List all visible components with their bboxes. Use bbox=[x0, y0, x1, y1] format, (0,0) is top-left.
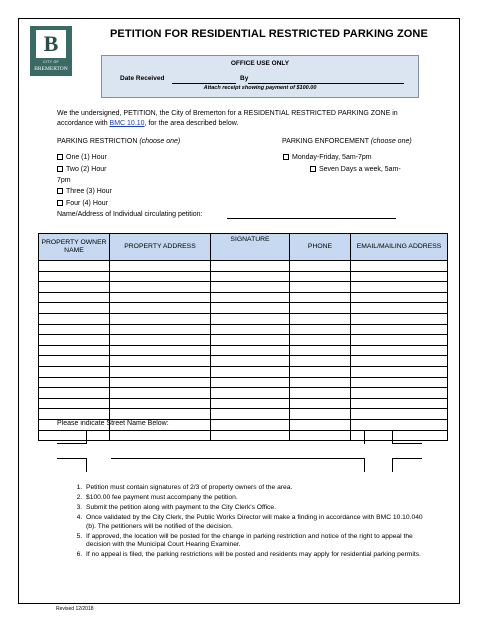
date-received-field[interactable] bbox=[172, 83, 236, 84]
table-cell[interactable] bbox=[110, 335, 211, 346]
table-cell[interactable] bbox=[351, 313, 448, 324]
table-cell[interactable] bbox=[290, 271, 351, 282]
table-cell[interactable] bbox=[39, 335, 110, 346]
bmc-link[interactable]: BMC 10.10 bbox=[109, 120, 145, 127]
table-cell[interactable] bbox=[39, 366, 110, 377]
instructions-list bbox=[70, 484, 434, 561]
table-cell[interactable] bbox=[351, 261, 448, 272]
street-field-divider bbox=[86, 458, 87, 472]
restriction-hint: (choose one) bbox=[139, 138, 181, 145]
street-name-field[interactable] bbox=[393, 443, 422, 444]
table-cell[interactable] bbox=[290, 313, 351, 324]
table-cell[interactable] bbox=[39, 271, 110, 282]
table-cell[interactable] bbox=[290, 324, 351, 335]
enforcement-hint: (choose one) bbox=[370, 138, 412, 145]
revision-date: Revised 12/2018 bbox=[56, 606, 94, 612]
received-by-label: By bbox=[240, 75, 249, 82]
table-row bbox=[39, 356, 448, 367]
table-cell[interactable] bbox=[290, 335, 351, 346]
table-cell[interactable] bbox=[290, 430, 351, 441]
table-cell[interactable] bbox=[39, 324, 110, 335]
table-cell[interactable] bbox=[211, 313, 290, 324]
checkbox-icon bbox=[283, 154, 289, 160]
table-cell[interactable] bbox=[211, 324, 290, 335]
table-cell[interactable] bbox=[39, 261, 110, 272]
table-cell[interactable] bbox=[110, 282, 211, 293]
table-cell[interactable] bbox=[351, 377, 448, 388]
table-cell[interactable] bbox=[211, 430, 290, 441]
parking-enforcement-label bbox=[282, 137, 412, 146]
table-cell[interactable] bbox=[351, 409, 448, 420]
table-cell[interactable] bbox=[39, 430, 110, 441]
table-cell[interactable] bbox=[39, 409, 110, 420]
table-cell[interactable] bbox=[110, 409, 211, 420]
enforcement-option-1[interactable] bbox=[283, 153, 372, 162]
table-row bbox=[39, 271, 448, 282]
table-cell[interactable] bbox=[211, 388, 290, 399]
table-cell[interactable] bbox=[110, 303, 211, 314]
restriction-option-label: One (1) Hour bbox=[66, 154, 107, 161]
list-item: 2. $100.00 fee payment must accompany the petition. bbox=[84, 494, 434, 503]
list-item: 6. If no appeal is filed, the parking restrictions will be posted and residents may apply for residential parking permits. bbox=[84, 551, 434, 560]
table-cell[interactable] bbox=[110, 271, 211, 282]
table-cell[interactable] bbox=[39, 398, 110, 409]
table-row bbox=[39, 377, 448, 388]
table-row bbox=[39, 398, 448, 409]
table-cell[interactable] bbox=[39, 303, 110, 314]
intro-text-end: , for the area described below. bbox=[144, 120, 239, 127]
table-row bbox=[39, 303, 448, 314]
column-header-signature: SIGNATURE bbox=[211, 234, 290, 261]
street-name-field[interactable] bbox=[393, 458, 422, 459]
restriction-option-label: Two (2) Hour bbox=[66, 166, 107, 173]
list-item: 1. Petition must contain signatures of 2/3 of property owners of the area. bbox=[84, 484, 434, 493]
circulator-label: Name/Address of Individual circulating petition: bbox=[57, 211, 203, 218]
logo-letter: B bbox=[36, 30, 66, 58]
table-cell[interactable] bbox=[110, 292, 211, 303]
table-cell[interactable] bbox=[39, 356, 110, 367]
table-cell[interactable] bbox=[351, 345, 448, 356]
table-cell[interactable] bbox=[351, 282, 448, 293]
office-use-box bbox=[101, 55, 419, 98]
table-cell[interactable] bbox=[211, 398, 290, 409]
table-row bbox=[39, 335, 448, 346]
street-field-divider bbox=[392, 430, 393, 444]
table-row bbox=[39, 261, 448, 272]
enforcement-option-label: Seven Days a week, 5am- bbox=[319, 166, 401, 173]
list-item: 3. Submit the petition along with payment to the City Clerk's Office. bbox=[84, 504, 434, 513]
table-cell[interactable] bbox=[110, 377, 211, 388]
table-cell[interactable] bbox=[110, 345, 211, 356]
table-row bbox=[39, 430, 448, 441]
table-row bbox=[39, 409, 448, 420]
table-row bbox=[39, 388, 448, 399]
table-cell[interactable] bbox=[351, 388, 448, 399]
column-header-email: EMAIL/MAILING ADDRESS bbox=[351, 234, 448, 261]
table-row bbox=[39, 292, 448, 303]
restriction-option-1[interactable] bbox=[57, 153, 107, 162]
table-cell[interactable] bbox=[290, 377, 351, 388]
table-cell[interactable] bbox=[290, 388, 351, 399]
enforcement-option-label: Monday-Friday, 5am-7pm bbox=[292, 154, 372, 161]
table-cell[interactable] bbox=[211, 366, 290, 377]
restriction-option-label: Four (4) Hour bbox=[66, 200, 109, 207]
street-field-divider bbox=[364, 458, 365, 472]
checkbox-icon bbox=[57, 166, 63, 172]
table-cell[interactable] bbox=[351, 430, 448, 441]
table-cell[interactable] bbox=[39, 388, 110, 399]
table-cell[interactable] bbox=[351, 419, 448, 430]
restriction-option-4[interactable] bbox=[57, 199, 108, 208]
street-name-field[interactable] bbox=[57, 443, 86, 444]
table-cell[interactable] bbox=[211, 261, 290, 272]
street-name-field[interactable] bbox=[57, 458, 86, 459]
office-use-heading: OFFICE USE ONLY bbox=[230, 60, 290, 67]
column-header-owner: PROPERTY OWNER NAME bbox=[39, 234, 110, 261]
received-by-field[interactable] bbox=[248, 83, 404, 84]
checkbox-icon bbox=[57, 200, 63, 206]
form-title: PETITION FOR RESIDENTIAL RESTRICTED PARKING ZONE bbox=[110, 28, 428, 40]
table-cell[interactable] bbox=[351, 356, 448, 367]
table-cell[interactable] bbox=[211, 419, 290, 430]
table-cell[interactable] bbox=[211, 292, 290, 303]
enforcement-option-2[interactable] bbox=[310, 165, 401, 174]
table-cell[interactable] bbox=[211, 282, 290, 293]
street-name-label: Please indicate Street Name Below: bbox=[57, 420, 169, 427]
table-cell[interactable] bbox=[290, 345, 351, 356]
enforcement-label-text: PARKING ENFORCEMENT bbox=[282, 138, 369, 145]
table-row bbox=[39, 313, 448, 324]
logo-city-name: BREMERTON bbox=[34, 66, 68, 72]
table-cell[interactable] bbox=[290, 303, 351, 314]
table-cell[interactable] bbox=[290, 292, 351, 303]
table-cell[interactable] bbox=[290, 398, 351, 409]
table-row bbox=[39, 345, 448, 356]
street-field-divider bbox=[364, 430, 365, 444]
table-row bbox=[39, 282, 448, 293]
table-cell[interactable] bbox=[351, 271, 448, 282]
table-cell[interactable] bbox=[351, 292, 448, 303]
column-header-address: PROPERTY ADDRESS bbox=[110, 234, 211, 261]
table-cell[interactable] bbox=[110, 313, 211, 324]
table-cell[interactable] bbox=[290, 366, 351, 377]
list-item: 5. If approved, the location will be posted for the change in parking restriction and notice of the right to appeal the decision with the Municipal Court Hearing Examiner. bbox=[84, 533, 434, 550]
street-name-field[interactable] bbox=[111, 458, 364, 459]
table-row bbox=[39, 366, 448, 377]
table-cell[interactable] bbox=[110, 430, 211, 441]
table-cell[interactable] bbox=[351, 335, 448, 346]
table-cell[interactable] bbox=[39, 282, 110, 293]
checkbox-icon bbox=[57, 188, 63, 194]
table-cell[interactable] bbox=[110, 366, 211, 377]
intro-text: We the undersigned, PETITION, the City of Bremerton for a RESIDENTIAL RESTRICTED PARKING ZONE in accordance with bbox=[57, 110, 398, 127]
restriction-option-2[interactable] bbox=[57, 165, 106, 174]
circulator-field[interactable] bbox=[227, 218, 396, 219]
table-cell[interactable] bbox=[39, 377, 110, 388]
city-logo bbox=[30, 26, 72, 76]
column-header-phone: PHONE bbox=[290, 234, 351, 261]
table-cell[interactable] bbox=[211, 356, 290, 367]
table-cell[interactable] bbox=[351, 324, 448, 335]
table-cell[interactable] bbox=[39, 345, 110, 356]
table-cell[interactable] bbox=[290, 282, 351, 293]
table-cell[interactable] bbox=[110, 388, 211, 399]
table-cell[interactable] bbox=[110, 261, 211, 272]
street-field-divider bbox=[86, 430, 87, 444]
table-cell[interactable] bbox=[290, 356, 351, 367]
table-cell[interactable] bbox=[39, 313, 110, 324]
parking-restriction-label bbox=[57, 137, 180, 146]
table-row bbox=[39, 324, 448, 335]
street-field-divider bbox=[392, 458, 393, 472]
table-cell[interactable] bbox=[351, 366, 448, 377]
table-cell[interactable] bbox=[290, 409, 351, 420]
restriction-overflow-text: 7pm bbox=[57, 177, 71, 184]
table-cell[interactable] bbox=[211, 409, 290, 420]
restriction-label-text: PARKING RESTRICTION bbox=[57, 138, 138, 145]
signature-table bbox=[38, 233, 448, 441]
date-received-label: Date Received bbox=[120, 75, 165, 82]
table-cell[interactable] bbox=[211, 271, 290, 282]
restriction-option-label: Three (3) Hour bbox=[66, 188, 112, 195]
table-cell[interactable] bbox=[211, 335, 290, 346]
table-header-row bbox=[39, 234, 448, 261]
table-cell[interactable] bbox=[290, 261, 351, 272]
table-cell[interactable] bbox=[351, 398, 448, 409]
restriction-option-3[interactable] bbox=[57, 187, 112, 196]
logo-city-of: CITY OF bbox=[43, 60, 59, 64]
table-cell[interactable] bbox=[39, 292, 110, 303]
table-cell[interactable] bbox=[211, 303, 290, 314]
table-cell[interactable] bbox=[211, 377, 290, 388]
table-cell[interactable] bbox=[290, 419, 351, 430]
intro-paragraph bbox=[57, 109, 429, 129]
receipt-note: Attach receipt showing payment of $100.00 bbox=[203, 85, 317, 91]
checkbox-icon bbox=[310, 166, 316, 172]
table-cell[interactable] bbox=[110, 324, 211, 335]
table-cell[interactable] bbox=[110, 356, 211, 367]
table-cell[interactable] bbox=[351, 303, 448, 314]
checkbox-icon bbox=[57, 154, 63, 160]
table-cell[interactable] bbox=[110, 398, 211, 409]
table-cell[interactable] bbox=[211, 345, 290, 356]
list-item: 4. Once validated by the City Clerk, the Public Works Director will make a finding in accordance with BMC 10.10.040 (b). The petitioners will be notified of the decision. bbox=[84, 514, 434, 531]
